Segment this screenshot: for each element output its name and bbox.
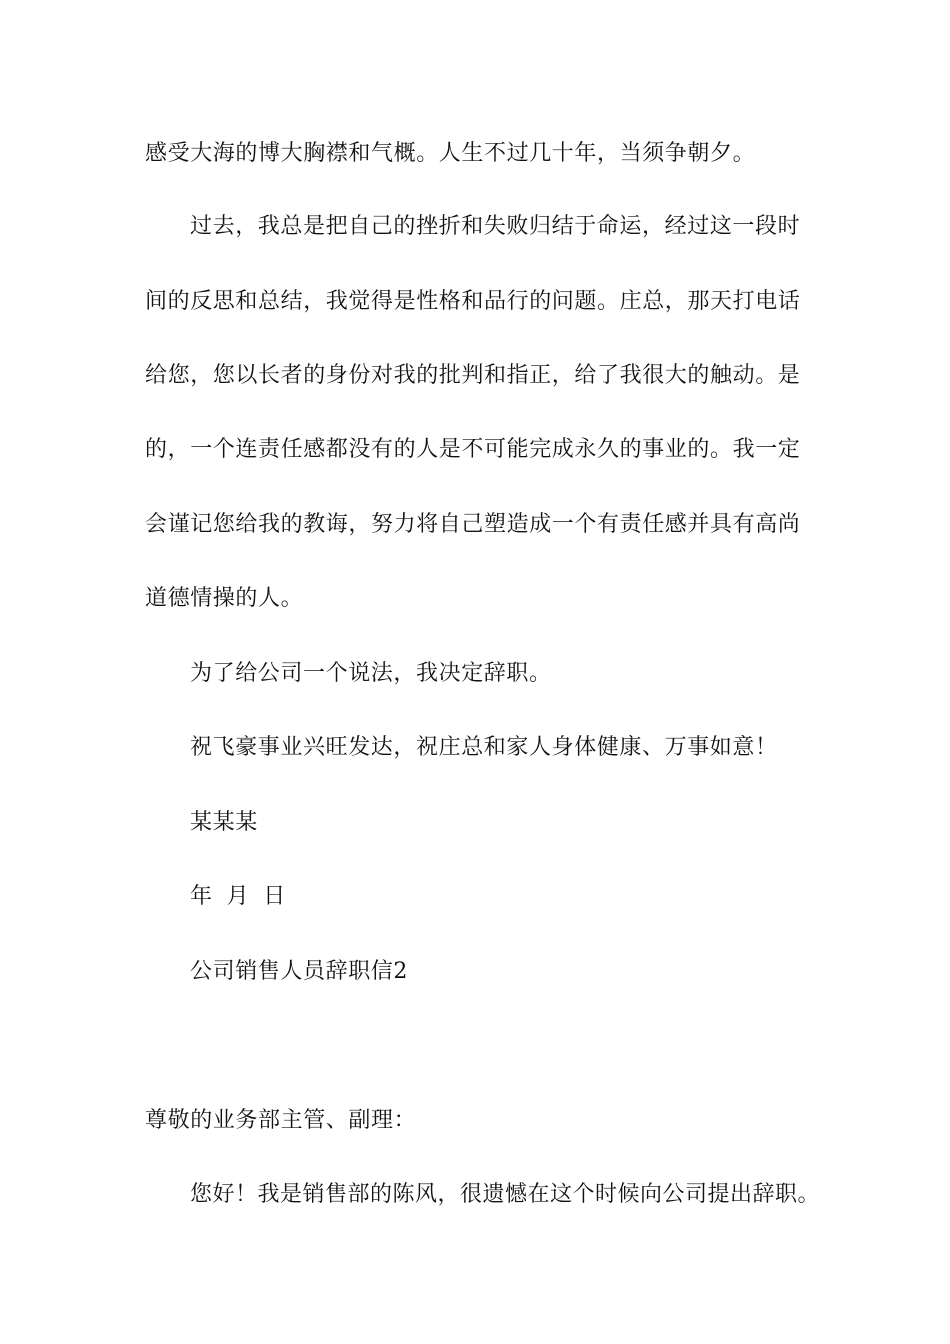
paragraph-line: 的，一个连责任感都没有的人是不可能完成永久的事业的。我一定 xyxy=(145,437,801,462)
paragraph-line: 祝飞豪事业兴旺发达，祝庄总和家人身体健康、万事如意！ xyxy=(190,735,778,760)
section-title: 公司销售人员辞职信2 xyxy=(190,959,408,984)
date-year: 年 xyxy=(190,884,213,909)
signature-date xyxy=(190,882,300,912)
opening-line: 您好！我是销售部的陈风，很遗憾在这个时候向公司提出辞职。 xyxy=(190,1182,821,1207)
salutation: 尊敬的业务部主管、副理： xyxy=(145,1108,417,1133)
paragraph-line: 道德情操的人。 xyxy=(145,586,304,611)
signature-name: 某某某 xyxy=(190,810,258,835)
paragraph-line: 为了给公司一个说法，我决定辞职。 xyxy=(190,661,552,686)
paragraph-line: 间的反思和总结，我觉得是性格和品行的问题。庄总，那天打电话 xyxy=(145,289,801,314)
date-month: 月 xyxy=(226,884,250,909)
paragraph-line: 给您，您以长者的身份对我的批判和指正，给了我很大的触动。是 xyxy=(145,363,801,388)
paragraph-line: 感受大海的博大胸襟和气概。人生不过几十年，当须争朝夕。 xyxy=(145,141,756,166)
date-day: 日 xyxy=(263,884,286,909)
paragraph-line: 过去，我总是把自己的挫折和失败归结于命运，经过这一段时 xyxy=(190,214,801,239)
paragraph-line: 会谨记您给我的教诲，努力将自己塑造成一个有责任感并具有高尚 xyxy=(145,512,801,537)
